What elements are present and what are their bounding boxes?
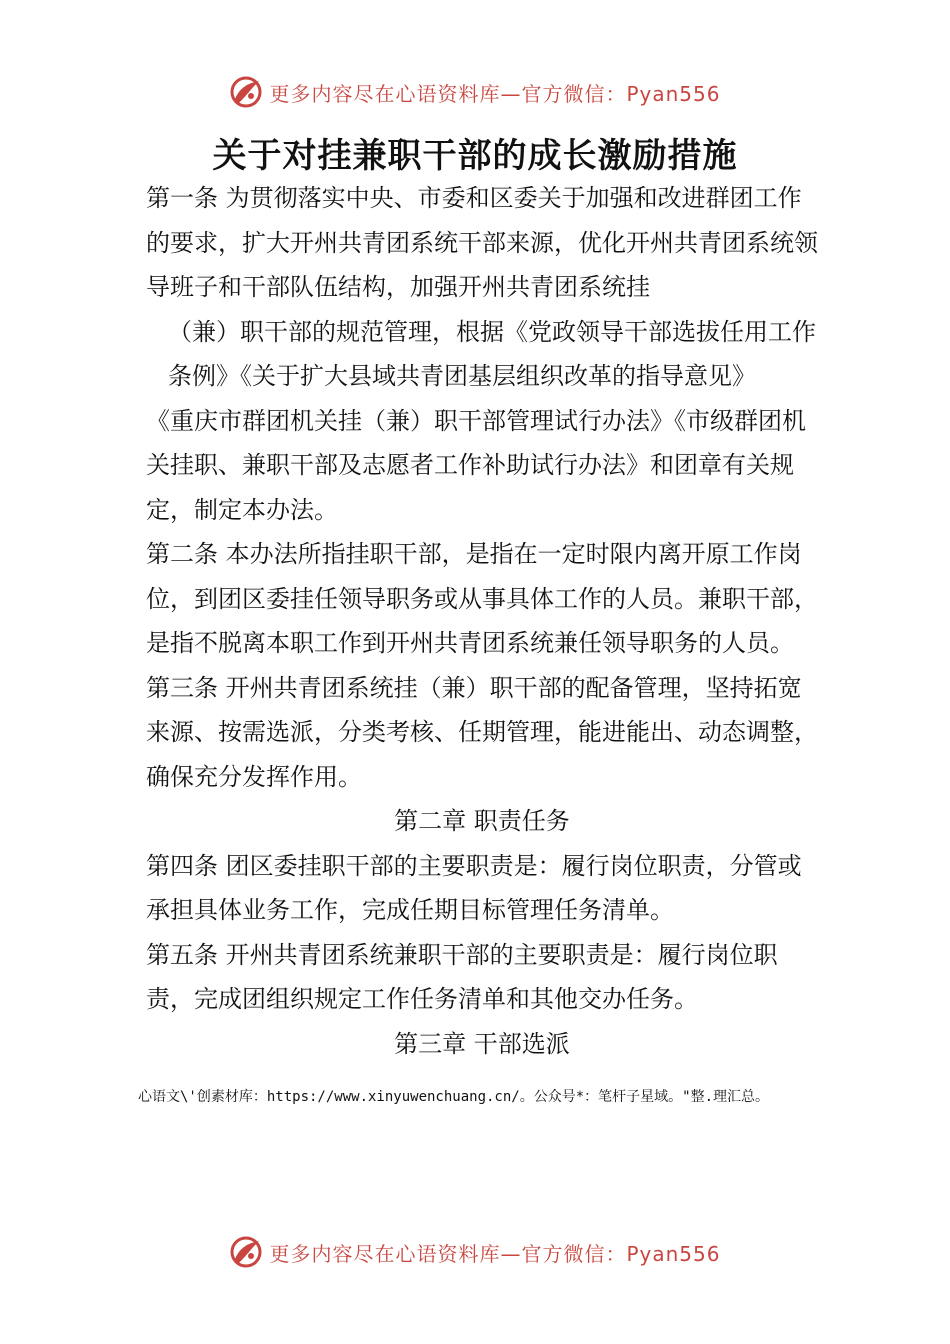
red-brush-logo-icon — [229, 1235, 263, 1269]
red-brush-logo-icon — [229, 75, 263, 109]
banner-text: 更多内容尽在心语资料库—官方微信：Pyan556 — [269, 1241, 721, 1266]
document-title: 关于对挂兼职干部的成长激励措施 — [212, 136, 738, 176]
article-3-paragraph: 第三条 开州共青团系统挂（兼）职干部的配备管理，坚持拓宽来源、按需选派，分类考核、任期管理，能进能出、动态调整，确保充分发挥作用。 — [146, 673, 818, 791]
article-2-paragraph: 第二条 本办法所指挂职干部，是指在一定时限内离开原工作岗位，到团区委挂任领导职务或从事具体工作的人员。兼职干部，是指不脱离本职工作到开州共青团系统兼任领导职务的人员。 — [146, 540, 818, 657]
document-body — [146, 176, 818, 1066]
article-4-paragraph: 第四条 团区委挂职干部的主要职责是：履行岗位职责，分管或承担具体业务工作，完成任期目标管理任务清单。 — [146, 851, 802, 924]
banner-text: 更多内容尽在心语资料库—官方微信：Pyan556 — [269, 81, 721, 106]
chapter-3-heading: 第三章 干部选派 — [394, 1029, 570, 1058]
article-1-paragraph-a: 第一条 为贯彻落实中央、市委和区委关于加强和改进群团工作的要求，扩大开州共青团系统干部来源，优化开州共青团系统领导班子和干部队伍结构，加强开州共青团系统挂 — [146, 184, 818, 301]
header-watermark-banner — [0, 72, 950, 112]
footer-watermark-banner — [0, 1232, 950, 1272]
chapter-2-heading: 第二章 职责任务 — [394, 807, 570, 835]
article-1-paragraph-b: （兼）职干部的规范管理，根据《党政领导干部选拔任用工作条例》《关于扩大县域共青团基层组织改革的指导意见》 — [168, 317, 816, 390]
article-5-paragraph: 第五条 开州共青团系统兼职干部的主要职责是：履行岗位职责，完成团组织规定工作任务清单和其他交办任务。 — [146, 940, 778, 1013]
article-1-paragraph-c: 《重庆市群团机关挂（兼）职干部管理试行办法》《市级群团机关挂职、兼职干部及志愿者工作补助试行办法》和团章有关规定，制定本办法。 — [146, 406, 806, 524]
source-footnote: 心语文\'创素材库：https://www.xinyuwenchuang.cn/。公众号*：笔杆子星域。"整.理汇总。 — [138, 1089, 770, 1105]
